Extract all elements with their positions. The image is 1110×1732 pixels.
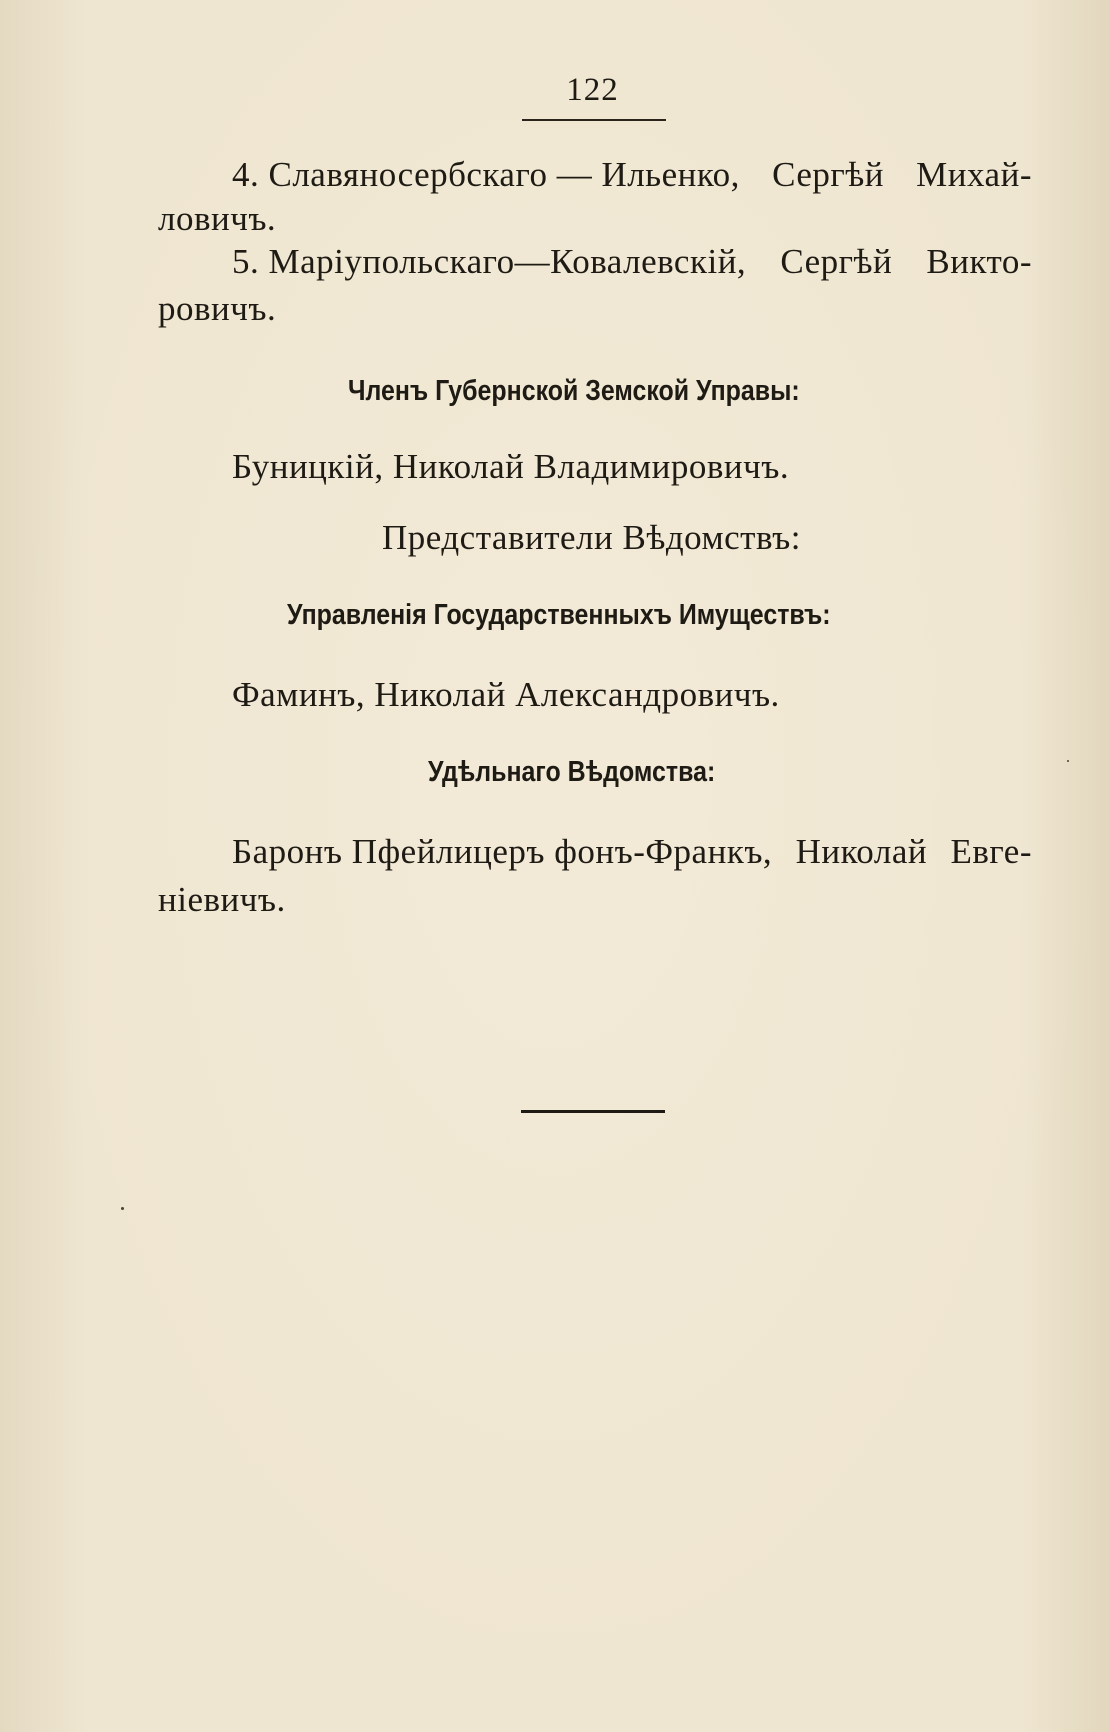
paper-speck	[1067, 760, 1069, 762]
member-heading: Членъ Губернской Земской Управы:	[348, 375, 800, 407]
entry-4-given-name: Сергѣй	[772, 155, 884, 194]
representatives-heading: Представители Вѣдомствъ:	[382, 518, 801, 557]
appanage-heading: Удѣльнаго Вѣдомства:	[428, 756, 716, 788]
entry-4-text: 4. Славяносербскаго — Ильенко,	[232, 155, 740, 194]
entry-5-given-name: Сергѣй	[780, 242, 893, 281]
entry-4-continuation: ловичъ.	[158, 199, 277, 238]
entry-4-patronymic-start: Михай-	[916, 155, 1032, 194]
entry-5-text: 5. Маріупольскаго—Ковалевскій,	[232, 242, 747, 281]
state-property-heading: Управленія Государственныхъ Имуществъ:	[287, 599, 831, 631]
entry-5-patronymic-start: Викто-	[926, 242, 1032, 281]
member-name: Буницкій, Николай Владимировичъ.	[232, 447, 790, 486]
state-property-name: Фаминъ, Николай Александровичъ.	[232, 675, 780, 714]
appanage-continuation: ніевичъ.	[158, 880, 286, 919]
appanage-text: Баронъ Пфейлицеръ фонъ-Франкъ,	[232, 832, 773, 871]
entry-5-continuation: ровичъ.	[158, 289, 277, 328]
end-of-section-rule	[521, 1110, 665, 1113]
entry-4-first-line	[232, 155, 1032, 195]
appanage-patronymic-start: Евге-	[950, 832, 1032, 871]
paper-speck	[121, 1207, 124, 1210]
entry-5-first-line	[232, 242, 1032, 282]
appanage-first-line	[232, 832, 1032, 872]
page-number-underline	[522, 119, 666, 121]
appanage-given-name: Николай	[795, 832, 928, 871]
page-number: 122	[566, 72, 619, 108]
